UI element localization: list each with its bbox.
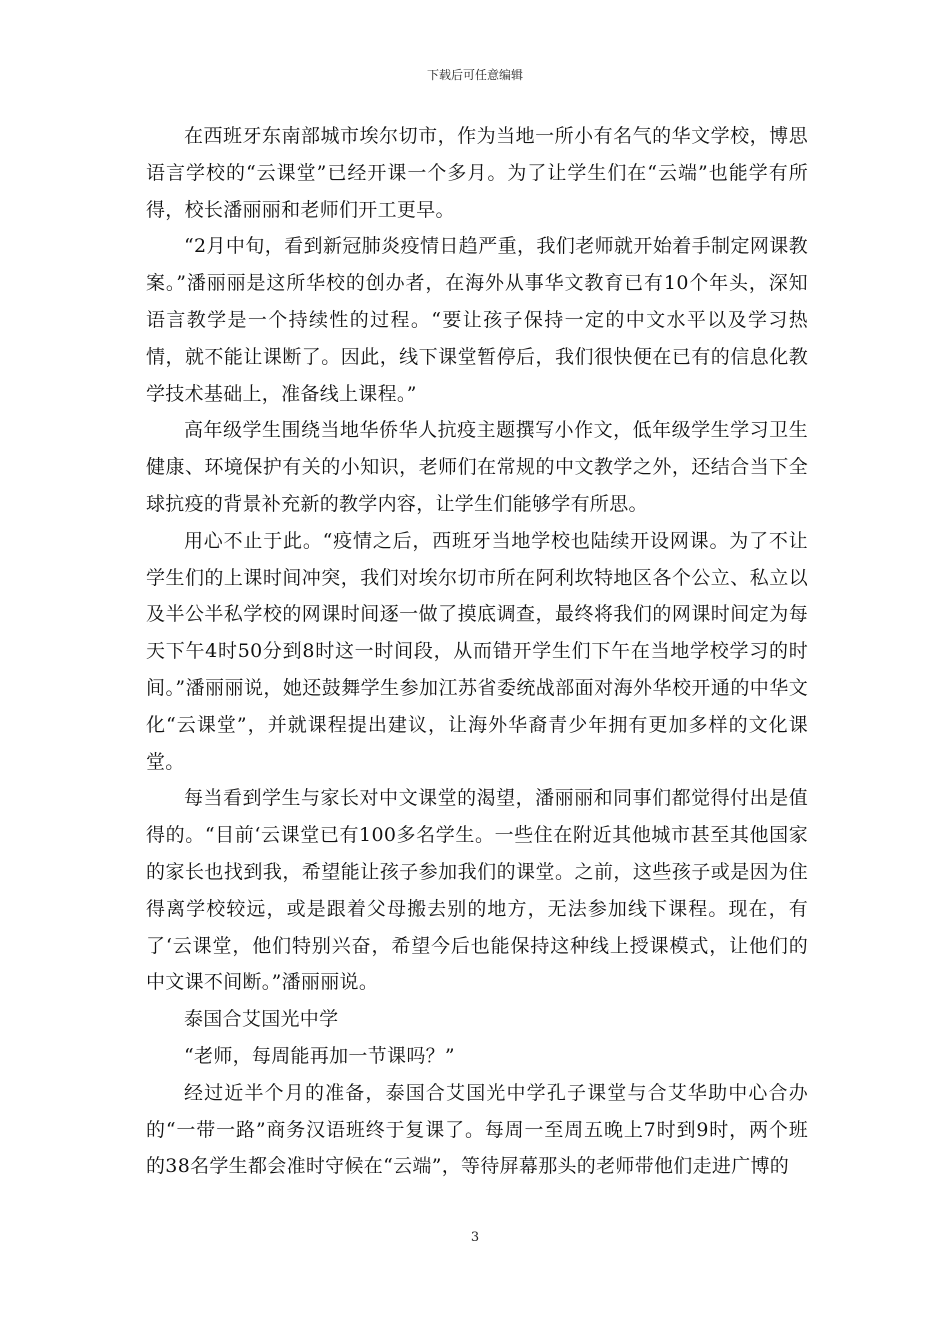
paragraph: 用心不止于此。“疫情之后，西班牙当地学校也陆续开设网课。为了不让学生们的上课时间冲突，我们对埃尔切市所在阿利坎特地区各个公立、私立以及半公半私学校的网课时间逐一做了摸底调查，最终将我们的网课时间定为每天下午4时50分到8时这一时间段，从而错开学生们下午在当地学校学习的时间。”潘丽丽说，她还鼓舞学生参加江苏省委统战部面对海外华校开通的中华文化“云课堂”，并就课程提出建议，让海外华裔青少年拥有更加多样的文化课堂。 — [146, 529, 808, 773]
section-heading: 泰国合艾国光中学 — [184, 1008, 339, 1031]
page-header: 下载后可任意编辑 — [426, 68, 523, 82]
document-body — [146, 118, 808, 1185]
paragraph: “老师，每周能再加一节课吗？” — [184, 1044, 455, 1067]
paragraph: 高年级学生围绕当地华侨华人抗疫主题撰写小作文，低年级学生学习卫生健康、环境保护有关的小知识，老师们在常规的中文教学之外，还结合当下全球抗疫的背景补充新的教学内容，让学生们能够学有所思。 — [146, 419, 808, 515]
paragraph: “2月中旬，看到新冠肺炎疫情日趋严重，我们老师就开始着手制定网课教案。”潘丽丽是这所华校的创办者，在海外从事华文教育已有10个年头，深知语言教学是一个持续性的过程。“要让孩子保持一定的中文水平以及学习热情，就不能让课断了。因此，线下课堂暂停后，我们很快便在已有的信息化教学技术基础上，准备线上课程。” — [146, 235, 808, 405]
paragraph: 在西班牙东南部城市埃尔切市，作为当地一所小有名气的华文学校，博思语言学校的“云课堂”已经开课一个多月。为了让学生们在“云端”也能学有所得，校长潘丽丽和老师们开工更早。 — [146, 125, 808, 221]
paragraph: 经过近半个月的准备，泰国合艾国光中学孔子课堂与合艾华助中心合办的“一带一路”商务汉语班终于复课了。每周一至周五晚上7时到9时，两个班的38名学生都会准时守候在“云端”，等待屏幕那头的老师带他们走进广博的 — [146, 1081, 808, 1178]
paragraph: 每当看到学生与家长对中文课堂的渴望，潘丽丽和同事们都觉得付出是值得的。“目前‘云课堂已有100多名学生。一些住在附近其他城市甚至其他国家的家长也找到我，希望能让孩子参加我们的课堂。之前，这些孩子或是因为住得离学校较远，或是跟着父母搬去别的地方，无法参加线下课程。现在，有了‘云课堂，他们特别兴奋，希望今后也能保持这种线上授课模式，让他们的中文课不间断。”潘丽丽说。 — [146, 787, 808, 994]
page-number: 3 — [470, 1230, 480, 1245]
